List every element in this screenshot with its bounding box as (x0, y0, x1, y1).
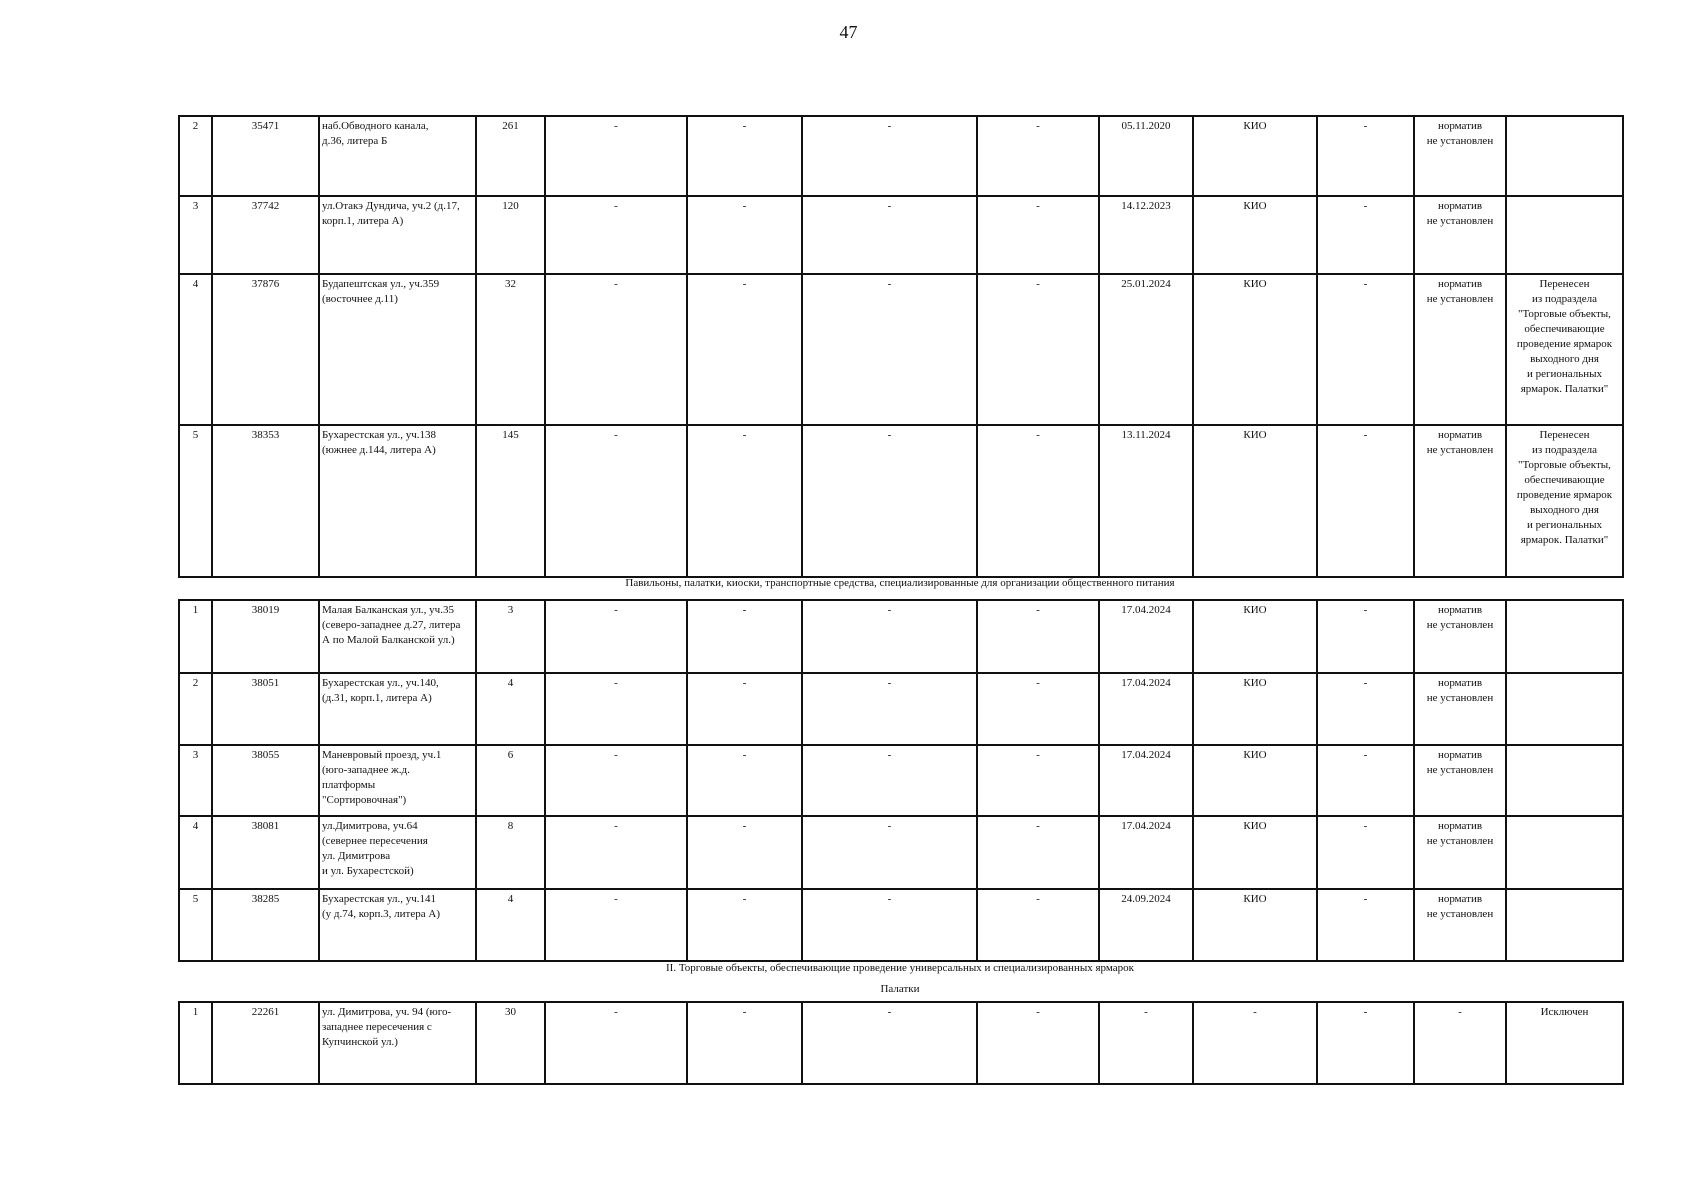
cell-norm: норматив не установлен (1414, 425, 1506, 577)
cell-date: 24.09.2024 (1099, 889, 1193, 961)
cell-area: 120 (476, 196, 545, 274)
cell-col-11: - (1317, 673, 1414, 745)
cell-area: 4 (476, 673, 545, 745)
cell-date: 13.11.2024 (1099, 425, 1193, 577)
cell-col-5: - (545, 116, 687, 196)
cell-col-11: - (1317, 116, 1414, 196)
cell-row-number: 4 (179, 274, 212, 425)
cell-note (1506, 196, 1623, 274)
section-caption-fairs: II. Торговые объекты, обеспечивающие проведение универсальных и специализированных ярмарок (666, 962, 1134, 974)
cell-col-6: - (687, 274, 802, 425)
cell-address: наб.Обводного канала, д.36, литера Б (319, 116, 476, 196)
cell-col-11: - (1317, 600, 1414, 673)
cell-row-number: 3 (179, 745, 212, 816)
cell-col-6: - (687, 600, 802, 673)
cell-row-number: 1 (179, 600, 212, 673)
cell-col-11: - (1317, 889, 1414, 961)
cell-date: 17.04.2024 (1099, 816, 1193, 889)
cell-note (1506, 816, 1623, 889)
cell-col-6: - (687, 673, 802, 745)
cell-organization: КИО (1193, 274, 1317, 425)
cell-object-id: 38019 (212, 600, 319, 673)
cell-norm: - (1414, 1002, 1506, 1084)
cell-date: 17.04.2024 (1099, 673, 1193, 745)
cell-address: Бухарестская ул., уч.138 (южнее д.144, литера А) (319, 425, 476, 577)
cell-organization: КИО (1193, 196, 1317, 274)
cell-norm: норматив не установлен (1414, 116, 1506, 196)
cell-area: 3 (476, 600, 545, 673)
cell-norm: норматив не установлен (1414, 745, 1506, 816)
table-row (179, 196, 1623, 274)
cell-col-6: - (687, 196, 802, 274)
objects-table-2 (178, 599, 1624, 962)
cell-address: Бухарестская ул., уч.141 (у д.74, корп.3, литера А) (319, 889, 476, 961)
cell-norm: норматив не установлен (1414, 600, 1506, 673)
cell-norm: норматив не установлен (1414, 274, 1506, 425)
cell-col-8: - (977, 425, 1099, 577)
cell-note: Исключен (1506, 1002, 1623, 1084)
cell-col-8: - (977, 745, 1099, 816)
subsection-caption-tents: Палатки (880, 983, 920, 995)
objects-table-3 (178, 1001, 1624, 1085)
cell-note (1506, 889, 1623, 961)
table-row (179, 745, 1623, 816)
cell-organization: КИО (1193, 600, 1317, 673)
cell-col-5: - (545, 274, 687, 425)
section-caption-food: Павильоны, палатки, киоски, транспортные средства, специализированные для организации общественного питания (625, 577, 1175, 589)
cell-object-id: 38051 (212, 673, 319, 745)
cell-col-5: - (545, 1002, 687, 1084)
table-row (179, 673, 1623, 745)
cell-col-7: - (802, 196, 977, 274)
cell-date: 25.01.2024 (1099, 274, 1193, 425)
cell-col-11: - (1317, 816, 1414, 889)
cell-col-6: - (687, 816, 802, 889)
cell-address: ул. Димитрова, уч. 94 (юго- западнее пересечения с Купчинской ул.) (319, 1002, 476, 1084)
cell-address: Бухарестская ул., уч.140, (д.31, корп.1, литера А) (319, 673, 476, 745)
cell-col-6: - (687, 889, 802, 961)
cell-col-8: - (977, 116, 1099, 196)
cell-col-8: - (977, 274, 1099, 425)
cell-col-5: - (545, 425, 687, 577)
table-row (179, 889, 1623, 961)
cell-row-number: 3 (179, 196, 212, 274)
cell-row-number: 4 (179, 816, 212, 889)
cell-col-11: - (1317, 745, 1414, 816)
cell-area: 8 (476, 816, 545, 889)
cell-row-number: 1 (179, 1002, 212, 1084)
cell-date: 17.04.2024 (1099, 600, 1193, 673)
cell-area: 32 (476, 274, 545, 425)
cell-col-7: - (802, 274, 977, 425)
cell-col-8: - (977, 1002, 1099, 1084)
cell-object-id: 37742 (212, 196, 319, 274)
cell-note: Перенесен из подраздела "Торговые объекты, обеспечивающие проведение ярмарок выходного дня и региональных ярмарок. Палатки" (1506, 274, 1623, 425)
table-row (179, 116, 1623, 196)
cell-object-id: 38353 (212, 425, 319, 577)
cell-col-5: - (545, 816, 687, 889)
cell-row-number: 2 (179, 673, 212, 745)
cell-date: 14.12.2023 (1099, 196, 1193, 274)
cell-col-6: - (687, 745, 802, 816)
cell-organization: КИО (1193, 425, 1317, 577)
cell-address: ул.Димитрова, уч.64 (севернее пересечения ул. Димитрова и ул. Бухарестской) (319, 816, 476, 889)
cell-col-11: - (1317, 425, 1414, 577)
cell-col-7: - (802, 745, 977, 816)
cell-col-7: - (802, 425, 977, 577)
cell-col-5: - (545, 196, 687, 274)
cell-area: 4 (476, 889, 545, 961)
objects-table-1 (178, 115, 1624, 578)
cell-note: Перенесен из подраздела "Торговые объекты, обеспечивающие проведение ярмарок выходного дня и региональных ярмарок. Палатки" (1506, 425, 1623, 577)
cell-area: 30 (476, 1002, 545, 1084)
cell-norm: норматив не установлен (1414, 889, 1506, 961)
cell-col-8: - (977, 673, 1099, 745)
cell-address: Малая Балканская ул., уч.35 (северо-западнее д.27, литера А по Малой Балканской ул.) (319, 600, 476, 673)
cell-note (1506, 745, 1623, 816)
cell-note (1506, 116, 1623, 196)
cell-col-8: - (977, 816, 1099, 889)
cell-organization: КИО (1193, 116, 1317, 196)
cell-area: 6 (476, 745, 545, 816)
cell-organization: КИО (1193, 673, 1317, 745)
cell-col-11: - (1317, 1002, 1414, 1084)
cell-col-6: - (687, 425, 802, 577)
cell-address: Будапештская ул., уч.359 (восточнее д.11) (319, 274, 476, 425)
cell-col-6: - (687, 1002, 802, 1084)
cell-norm: норматив не установлен (1414, 816, 1506, 889)
cell-note (1506, 673, 1623, 745)
cell-date: - (1099, 1002, 1193, 1084)
table-row (179, 600, 1623, 673)
cell-col-7: - (802, 116, 977, 196)
cell-col-8: - (977, 889, 1099, 961)
cell-col-7: - (802, 816, 977, 889)
cell-date: 17.04.2024 (1099, 745, 1193, 816)
cell-note (1506, 600, 1623, 673)
cell-object-id: 35471 (212, 116, 319, 196)
cell-organization: КИО (1193, 745, 1317, 816)
cell-col-5: - (545, 673, 687, 745)
cell-area: 261 (476, 116, 545, 196)
table-row (179, 274, 1623, 425)
cell-object-id: 22261 (212, 1002, 319, 1084)
cell-object-id: 38285 (212, 889, 319, 961)
cell-row-number: 5 (179, 889, 212, 961)
cell-area: 145 (476, 425, 545, 577)
cell-col-5: - (545, 889, 687, 961)
page-number: 47 (839, 22, 858, 42)
table-row (179, 425, 1623, 577)
cell-organization: - (1193, 1002, 1317, 1084)
cell-norm: норматив не установлен (1414, 196, 1506, 274)
cell-object-id: 38055 (212, 745, 319, 816)
cell-norm: норматив не установлен (1414, 673, 1506, 745)
cell-col-11: - (1317, 274, 1414, 425)
cell-organization: КИО (1193, 889, 1317, 961)
cell-row-number: 2 (179, 116, 212, 196)
table-row (179, 1002, 1623, 1084)
cell-object-id: 38081 (212, 816, 319, 889)
table-row (179, 816, 1623, 889)
cell-address: ул.Отакэ Дундича, уч.2 (д.17, корп.1, литера А) (319, 196, 476, 274)
cell-date: 05.11.2020 (1099, 116, 1193, 196)
cell-col-7: - (802, 600, 977, 673)
cell-col-11: - (1317, 196, 1414, 274)
cell-organization: КИО (1193, 816, 1317, 889)
cell-col-6: - (687, 116, 802, 196)
cell-col-7: - (802, 889, 977, 961)
cell-row-number: 5 (179, 425, 212, 577)
cell-col-5: - (545, 745, 687, 816)
cell-col-7: - (802, 673, 977, 745)
cell-col-7: - (802, 1002, 977, 1084)
cell-col-8: - (977, 600, 1099, 673)
cell-object-id: 37876 (212, 274, 319, 425)
cell-col-5: - (545, 600, 687, 673)
cell-col-8: - (977, 196, 1099, 274)
cell-address: Маневровый проезд, уч.1 (юго-западнее ж.д. платформы "Сортировочная") (319, 745, 476, 816)
